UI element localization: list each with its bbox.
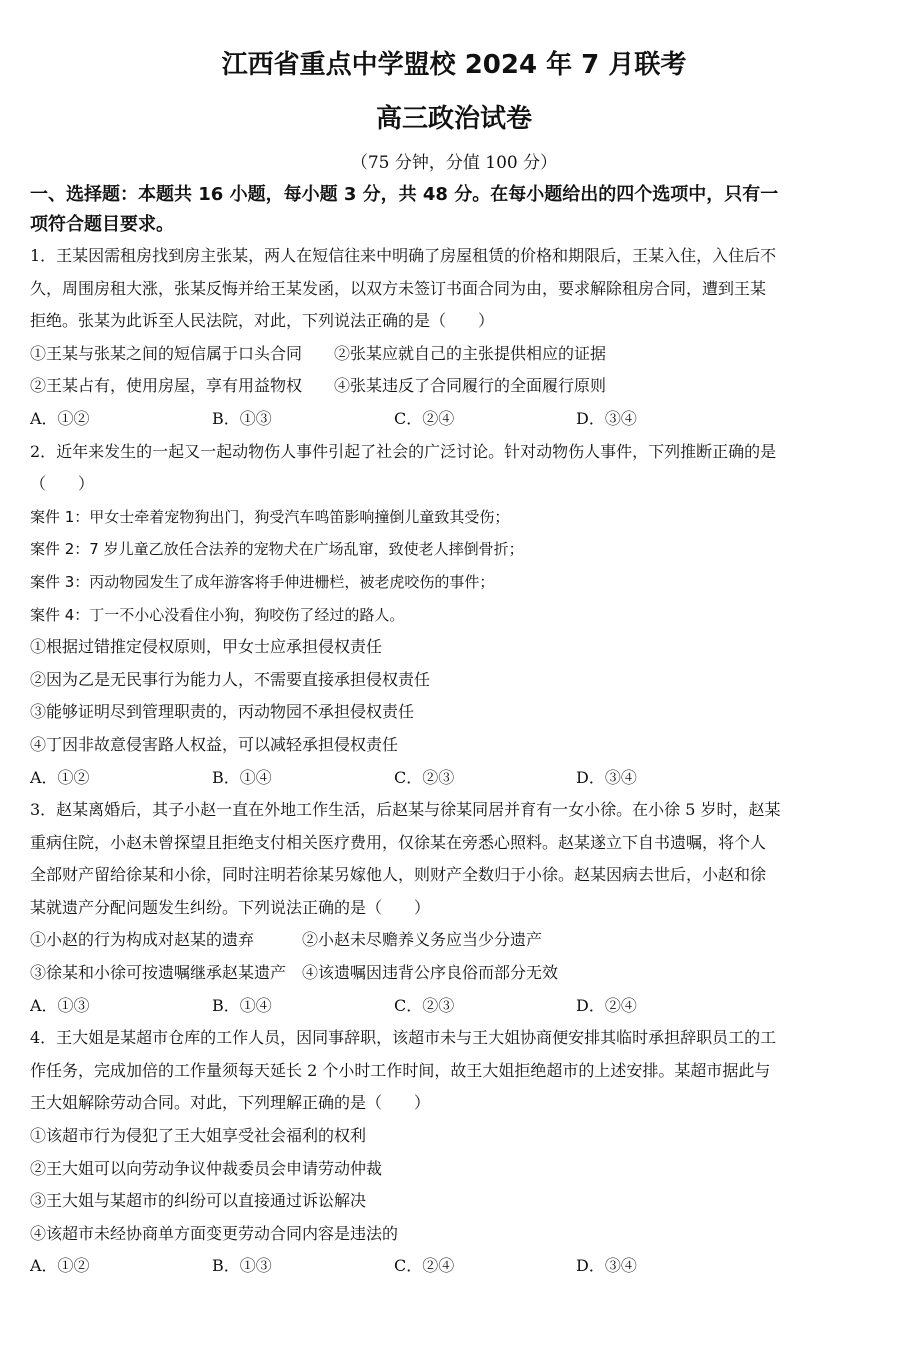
option-d[interactable]: D．③④ bbox=[576, 767, 637, 787]
question-stem-line: 王大姐解除劳动合同。对此，下列理解正确的是（ ） bbox=[30, 1093, 431, 1113]
answer-options bbox=[30, 403, 878, 436]
statement-line: ①小赵的行为构成对赵某的遗弃 ②小赵未尽赡养义务应当少分遗产 bbox=[30, 930, 543, 950]
case-list bbox=[30, 501, 878, 631]
question-stem-line: 久，周围房租大涨，张某反悔并给王某发函，以双方未签订书面合同为由，要求解除租房合同，遭到王某 bbox=[30, 278, 767, 298]
option-b[interactable]: B．①③ bbox=[212, 408, 272, 428]
option-c[interactable]: C．②③ bbox=[394, 995, 455, 1015]
option-d[interactable]: D．③④ bbox=[576, 408, 637, 428]
question-2 bbox=[30, 436, 878, 795]
case-line: 案件 3：丙动物园发生了成年游客将手伸进栅栏，被老虎咬伤的事件； bbox=[30, 572, 495, 591]
section-heading-line: 一、选择题：本题共 16 小题，每小题 3 分，共 48 分。在每小题给出的四个选项中，只有一 bbox=[30, 184, 779, 205]
answer-options bbox=[30, 762, 878, 795]
option-a[interactable]: A．①③ bbox=[30, 995, 90, 1015]
question-stem-line: 拒绝。张某为此诉至人民法院，对此，下列说法正确的是（ ） bbox=[30, 311, 495, 331]
option-a[interactable]: A．①② bbox=[30, 1256, 90, 1276]
exam-subject: 高三政治试卷 bbox=[375, 104, 532, 134]
statement-line: ①该超市行为侵犯了王大姐享受社会福利的权利 bbox=[30, 1126, 367, 1146]
question-stem-line: 某就遗产分配问题发生纠纷。下列说法正确的是（ ） bbox=[30, 897, 431, 917]
question-stem-line: 全部财产留给徐某和小徐，同时注明若徐某另嫁他人，则财产全数归于小徐。赵某因病去世后，小赵和徐 bbox=[30, 865, 767, 885]
exam-info: （75 分钟，分值 100 分） bbox=[350, 153, 558, 173]
statement-line: ①根据过错推定侵权原则，甲女士应承担侵权责任 bbox=[30, 637, 383, 657]
option-c[interactable]: C．②③ bbox=[394, 767, 455, 787]
question-stem-line: 重病住院，小赵未曾探望且拒绝支付相关医疗费用，仅徐某在旁悉心照料。赵某遂立下自书遗嘱，将个人 bbox=[30, 832, 767, 852]
statement-line: ③能够证明尽到管理职责的，丙动物园不承担侵权责任 bbox=[30, 702, 415, 722]
statement-line: ④该超市未经协商单方面变更劳动合同内容是违法的 bbox=[30, 1223, 399, 1243]
section-heading-line: 项符合题目要求。 bbox=[30, 214, 174, 235]
question-4 bbox=[30, 1022, 878, 1283]
question-stem-line: 2．近年来发生的一起又一起动物伤人事件引起了社会的广泛讨论。针对动物伤人事件，下列推断正确的是 bbox=[30, 441, 777, 461]
question-stem-line: 4．王大姐是某超市仓库的工作人员，因同事辞职，该超市未与王大姐协商便安排其临时承担辞职员工的工 bbox=[30, 1028, 777, 1048]
section-heading bbox=[30, 180, 878, 240]
statement-line: ③王大姐与某超市的纠纷可以直接通过诉讼解决 bbox=[30, 1191, 367, 1211]
question-stem-line: 3．赵某离婚后，其子小赵一直在外地工作生活，后赵某与徐某同居并育有一女小徐。在小徐 5 岁时，赵某 bbox=[30, 800, 781, 820]
statement-line: ①王某与张某之间的短信属于口头合同 ②张某应就自己的主张提供相应的证据 bbox=[30, 343, 607, 363]
exam-title: 江西省重点中学盟校 2024 年 7 月联考 bbox=[221, 50, 687, 80]
option-a[interactable]: A．①② bbox=[30, 408, 90, 428]
case-line: 案件 4：丁一不小心没看住小狗，狗咬伤了经过的路人。 bbox=[30, 605, 405, 624]
question-stem-line: 作任务，完成加倍的工作量须每天延长 2 个小时工作时间，故王大姐拒绝超市的上述安排。某超市据此与 bbox=[30, 1060, 771, 1080]
question-1 bbox=[30, 240, 878, 436]
option-a[interactable]: A．①② bbox=[30, 767, 90, 787]
statement-line: ③徐某和小徐可按遗嘱继承赵某遗产 ④该遗嘱因违背公序良俗而部分无效 bbox=[30, 963, 559, 983]
option-b[interactable]: B．①③ bbox=[212, 1256, 272, 1276]
answer-options bbox=[30, 990, 878, 1023]
question-stem-line: 1．王某因需租房找到房主张某，两人在短信往来中明确了房屋租赁的价格和期限后，王某入住，入住后不 bbox=[30, 246, 777, 265]
option-c[interactable]: C．②④ bbox=[394, 1256, 455, 1276]
option-d[interactable]: D．③④ bbox=[576, 1256, 637, 1276]
question-3 bbox=[30, 794, 878, 1022]
statement-line: ②王某占有，使用房屋，享有用益物权 ④张某违反了合同履行的全面履行原则 bbox=[30, 376, 607, 396]
option-b[interactable]: B．①④ bbox=[212, 995, 272, 1015]
question-stem-line: （ ） bbox=[30, 474, 95, 494]
option-b[interactable]: B．①④ bbox=[212, 767, 272, 787]
case-line: 案件 1：甲女士牵着宠物狗出门，狗受汽车鸣笛影响撞倒儿童致其受伤； bbox=[30, 507, 510, 526]
statement-line: ④丁因非故意侵害路人权益，可以减轻承担侵权责任 bbox=[30, 734, 399, 754]
case-line: 案件 2：7 岁儿童乙放任合法养的宠物犬在广场乱窜，致使老人摔倒骨折； bbox=[30, 540, 524, 559]
statement-line: ②王大姐可以向劳动争议仲裁委员会申请劳动仲裁 bbox=[30, 1158, 383, 1178]
statement-line: ②因为乙是无民事行为能力人，不需要直接承担侵权责任 bbox=[30, 669, 431, 689]
option-c[interactable]: C．②④ bbox=[394, 408, 455, 428]
option-d[interactable]: D．②④ bbox=[576, 995, 637, 1015]
answer-options bbox=[30, 1250, 878, 1283]
